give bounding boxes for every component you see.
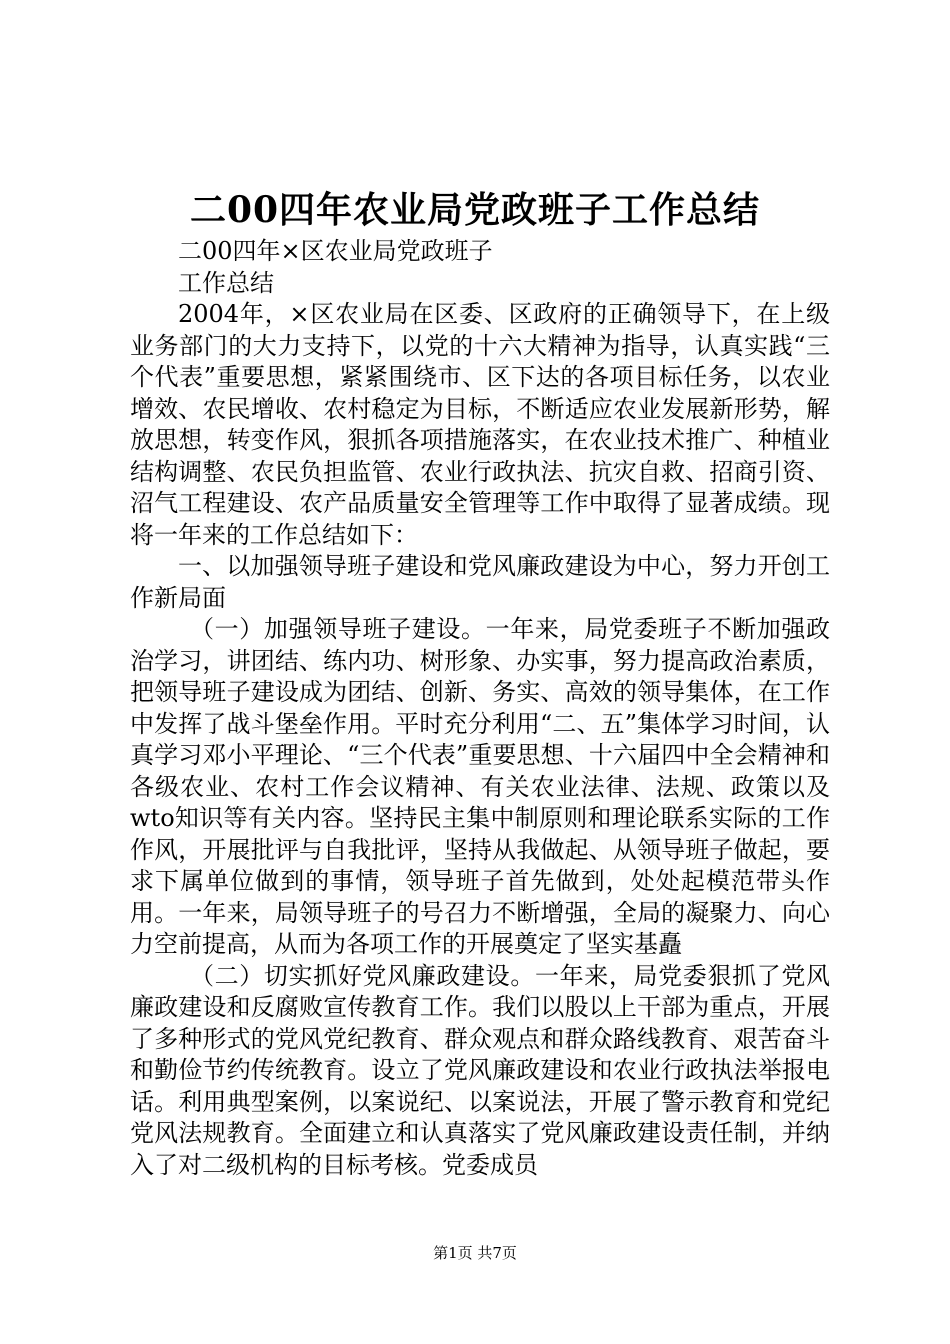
- paragraph-section-1: 一、以加强领导班子建设和党风廉政建设为中心，努力开创工作新局面: [130, 552, 830, 612]
- page-footer: 第1页 共7页: [433, 1244, 517, 1262]
- paragraph-subsection-1: （一）加强领导班子建设。一年来，局党委班子不断加强政治学习，讲团结、练内功、树形象、办实事，努力提高政治素质，把领导班子建设成为团结、创新、务实、高效的领导集体，在工作中发挥了战斗堡垒作用。平时充分利用“二、五”集体学习时间，认真学习邓小平理论、“三个代表”重要思想、十六届四中全会精神和各级农业、农村工作会议精神、有关农业法律、法规、政策以及wto知识等有关内容。坚持民主集中制原则和理论联系实际的工作作风，开展批评与自我批评，坚持从我做起、从领导班子做起，要求下属单位做到的事情，领导班子首先做到，处处起模范带头作用。一年来，局领导班子的号召力不断增强，全局的凝聚力、向心力空前提高，从而为各项工作的开展奠定了坚实基矗: [130, 615, 830, 958]
- paragraph-heading-line1: 二00四年×区农业局党政班子: [178, 237, 493, 265]
- document-body: [130, 236, 830, 1181]
- paragraph-intro: 2004年，×区农业局在区委、区政府的正确领导下，在上级业务部门的大力支持下，以党的十六大精神为指导，认真实践“三个代表”重要思想，紧紧围绕市、区下达的各项目标任务，以农业增效、农民增收、农村稳定为目标，不断适应农业发展新形势，解放思想，转变作风，狠抓各项措施落实，在农业技术推广、种植业结构调整、农民负担监管、农业行政执法、抗灾自救、招商引资、沼气工程建设、农产品质量安全管理等工作中取得了显著成绩。现将一年来的工作总结如下：: [130, 300, 830, 549]
- paragraph-heading-line2: 工作总结: [178, 268, 274, 297]
- paragraph-subsection-2: （二）切实抓好党风廉政建设。一年来，局党委狠抓了党风廉政建设和反腐败宣传教育工作。我们以股以上干部为重点，开展了多种形式的党风党纪教育、群众观点和群众路线教育、艰苦奋斗和勤俭节约传统教育。设立了党风廉政建设和农业行政执法举报电话。利用典型案例，以案说纪、以案说法，开展了警示教育和党纪党风法规教育。全面建立和认真落实了党风廉政建设责任制，并纳入了对二级机构的目标考核。党委成员: [130, 961, 830, 1179]
- document-title: 二00四年农业局党政班子工作总结: [189, 189, 761, 231]
